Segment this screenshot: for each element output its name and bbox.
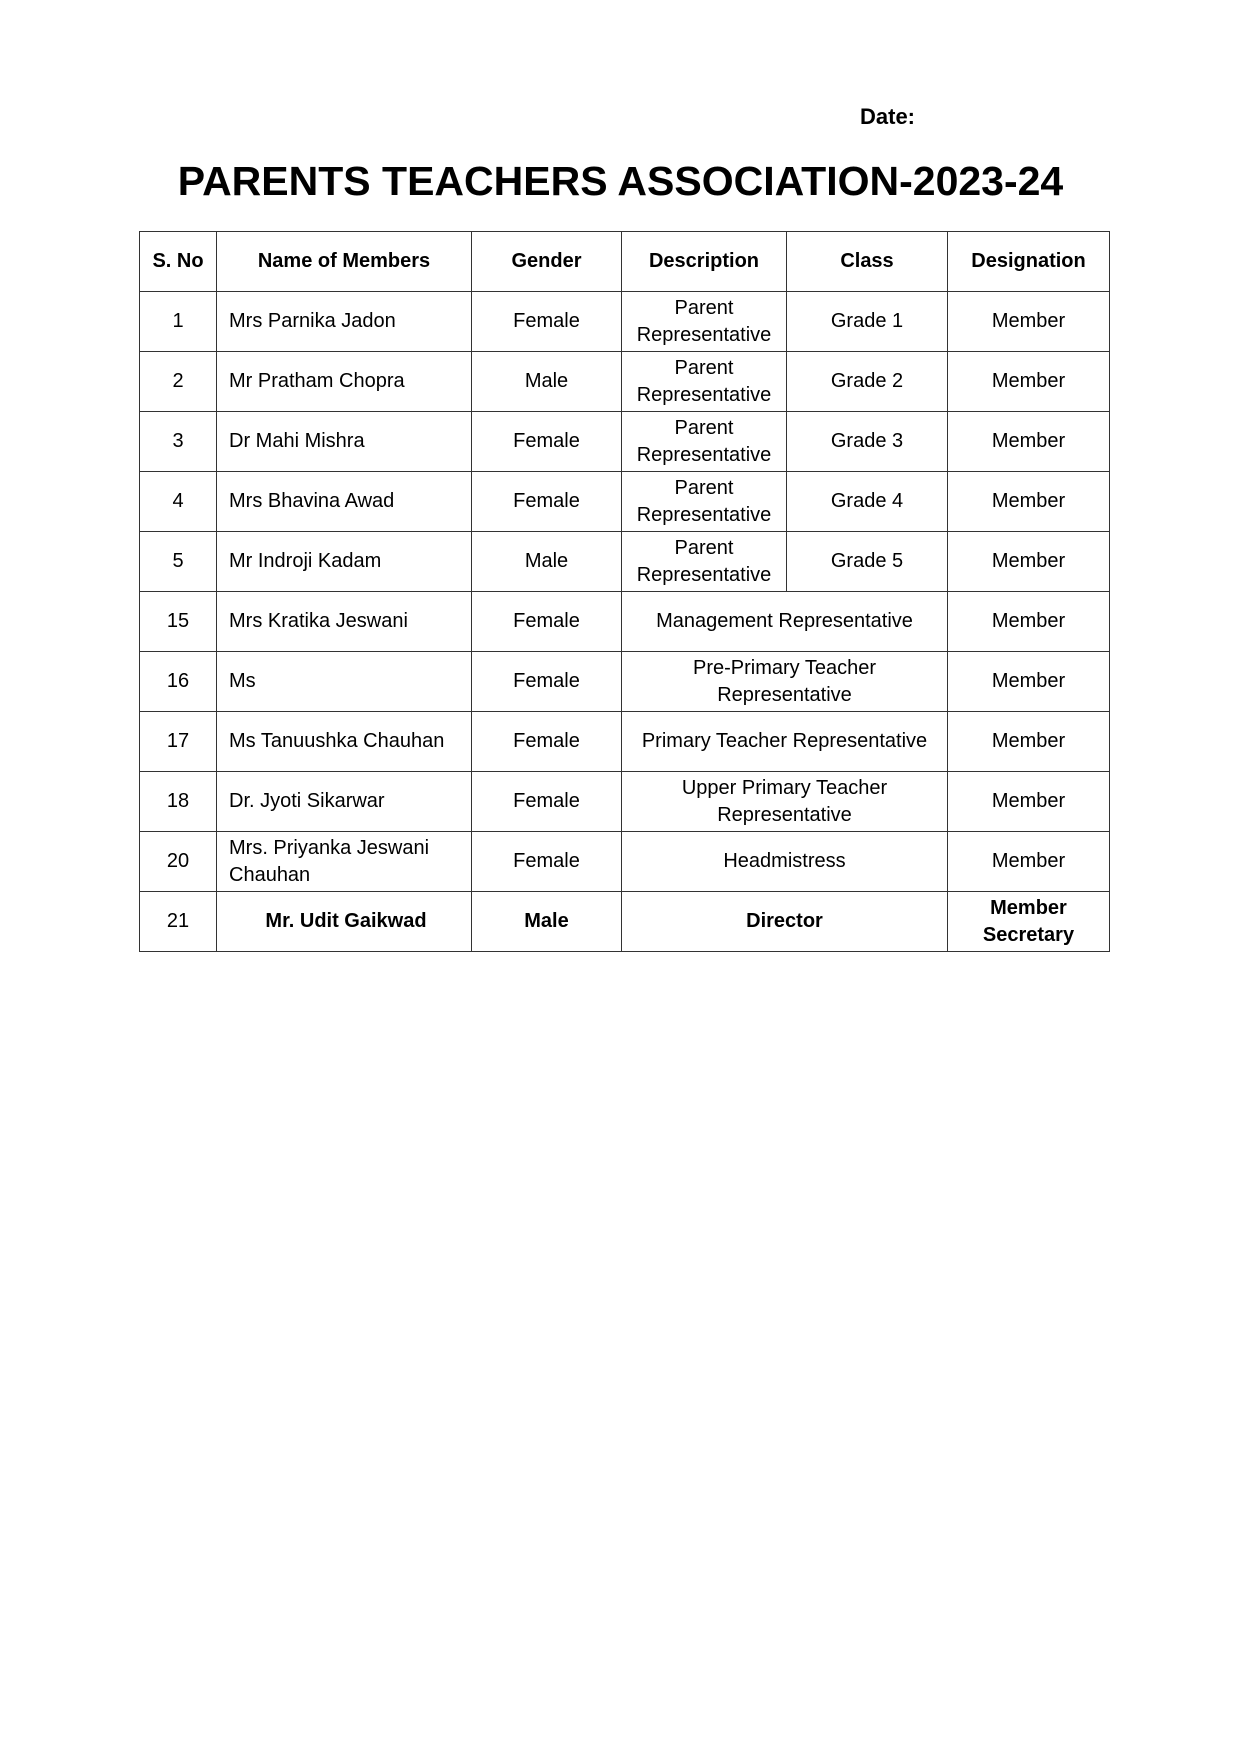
cell-description: Parent Representative <box>622 412 787 472</box>
cell-class: Grade 3 <box>787 412 948 472</box>
cell-description: Parent Representative <box>622 352 787 412</box>
cell-gender: Male <box>472 532 622 592</box>
cell-sno: 20 <box>140 832 217 892</box>
cell-name: Mr Indroji Kadam <box>217 532 472 592</box>
table-row <box>140 352 1110 412</box>
cell-class: Grade 2 <box>787 352 948 412</box>
table-row <box>140 472 1110 532</box>
cell-name: Mrs. Priyanka Jeswani Chauhan <box>217 832 472 892</box>
cell-gender: Female <box>472 292 622 352</box>
table-row <box>140 292 1110 352</box>
cell-class: Grade 4 <box>787 472 948 532</box>
cell-designation: Member <box>948 772 1110 832</box>
cell-description: Director <box>622 892 948 952</box>
cell-description: Upper Primary Teacher Representative <box>622 772 948 832</box>
cell-designation: Member <box>948 412 1110 472</box>
cell-sno: 1 <box>140 292 217 352</box>
header-description: Description <box>622 232 787 292</box>
table-row <box>140 532 1110 592</box>
header-sno: S. No <box>140 232 217 292</box>
cell-gender: Female <box>472 712 622 772</box>
table-header-row <box>140 232 1110 292</box>
cell-name: Mrs Bhavina Awad <box>217 472 472 532</box>
cell-sno: 16 <box>140 652 217 712</box>
cell-gender: Female <box>472 832 622 892</box>
cell-designation: Member <box>948 292 1110 352</box>
date-label: Date: <box>860 104 916 129</box>
cell-description: Management Representative <box>622 592 948 652</box>
cell-description: Pre-Primary Teacher Representative <box>622 652 948 712</box>
header-designation: Designation <box>948 232 1110 292</box>
cell-sno: 17 <box>140 712 217 772</box>
cell-designation: Member <box>948 832 1110 892</box>
cell-name: Mr. Udit Gaikwad <box>217 892 472 952</box>
header-name: Name of Members <box>217 232 472 292</box>
cell-designation: Member Secretary <box>948 892 1110 952</box>
cell-description: Parent Representative <box>622 292 787 352</box>
cell-gender: Female <box>472 652 622 712</box>
cell-gender: Male <box>472 892 622 952</box>
cell-designation: Member <box>948 352 1110 412</box>
table-row <box>140 652 1110 712</box>
cell-gender: Female <box>472 412 622 472</box>
cell-description: Parent Representative <box>622 472 787 532</box>
table-row <box>140 712 1110 772</box>
cell-gender: Female <box>472 772 622 832</box>
cell-description: Headmistress <box>622 832 948 892</box>
cell-name: Mrs Kratika Jeswani <box>217 592 472 652</box>
cell-sno: 15 <box>140 592 217 652</box>
page-title: PARENTS TEACHERS ASSOCIATION-2023-24 <box>177 158 1064 204</box>
cell-sno: 3 <box>140 412 217 472</box>
cell-description: Parent Representative <box>622 532 787 592</box>
cell-designation: Member <box>948 592 1110 652</box>
cell-name: Mrs Parnika Jadon <box>217 292 472 352</box>
cell-gender: Female <box>472 592 622 652</box>
table-row <box>140 412 1110 472</box>
cell-sno: 5 <box>140 532 217 592</box>
cell-name: Ms <box>217 652 472 712</box>
cell-designation: Member <box>948 472 1110 532</box>
table-row <box>140 772 1110 832</box>
cell-designation: Member <box>948 712 1110 772</box>
cell-designation: Member <box>948 532 1110 592</box>
cell-sno: 21 <box>140 892 217 952</box>
cell-description: Primary Teacher Representative <box>622 712 948 772</box>
cell-name: Ms Tanuushka Chauhan <box>217 712 472 772</box>
table-row <box>140 592 1110 652</box>
cell-class: Grade 5 <box>787 532 948 592</box>
cell-designation: Member <box>948 652 1110 712</box>
cell-sno: 2 <box>140 352 217 412</box>
cell-gender: Female <box>472 472 622 532</box>
members-table <box>139 231 1110 952</box>
cell-class: Grade 1 <box>787 292 948 352</box>
cell-name: Dr Mahi Mishra <box>217 412 472 472</box>
header-gender: Gender <box>472 232 622 292</box>
table-row <box>140 892 1110 952</box>
cell-sno: 4 <box>140 472 217 532</box>
cell-name: Mr Pratham Chopra <box>217 352 472 412</box>
header-class: Class <box>787 232 948 292</box>
table-row <box>140 832 1110 892</box>
cell-name: Dr. Jyoti Sikarwar <box>217 772 472 832</box>
cell-gender: Male <box>472 352 622 412</box>
cell-sno: 18 <box>140 772 217 832</box>
